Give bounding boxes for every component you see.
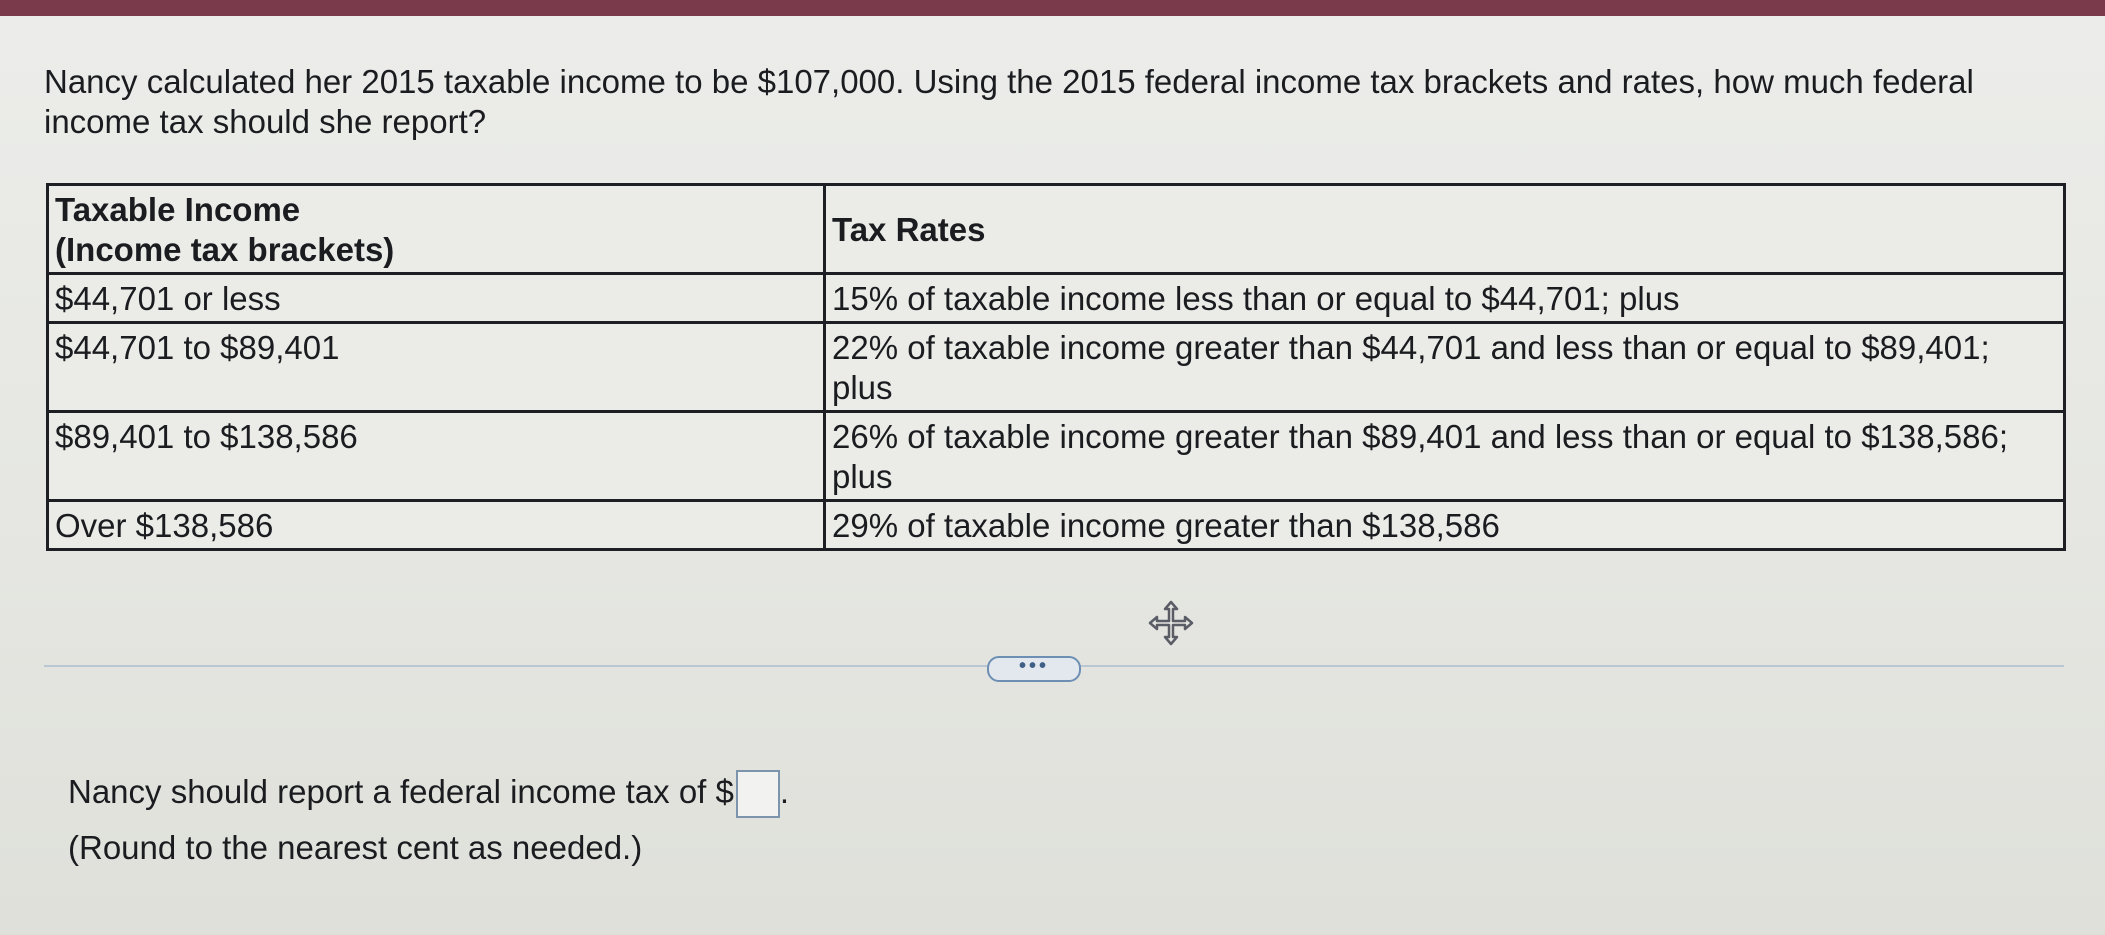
rate-cell: 26% of taxable income greater than $89,401 and less than or equal to $138,586; plus <box>825 412 2065 501</box>
table-row <box>48 412 2065 501</box>
header-taxable-income <box>48 185 825 274</box>
bracket-cell: $44,701 to $89,401 <box>48 323 825 412</box>
bracket-cell: Over $138,586 <box>48 501 825 550</box>
move-icon[interactable] <box>1146 598 1196 648</box>
header-income-line2: (Income tax brackets) <box>55 231 395 268</box>
header-tax-rates: Tax Rates <box>825 185 2065 274</box>
rate-cell: 29% of taxable income greater than $138,586 <box>825 501 2065 550</box>
rate-cell: 22% of taxable income greater than $44,701 and less than or equal to $89,401; plus <box>825 323 2065 412</box>
answer-line <box>68 770 789 818</box>
question-text: Nancy calculated her 2015 taxable income to be $107,000. Using the 2015 federal income tax brackets and rates, how much federal income tax should she report? <box>44 63 1974 140</box>
rate-cell: 15% of taxable income less than or equal to $44,701; plus <box>825 274 2065 323</box>
answer-prefix: Nancy should report a federal income tax of $ <box>68 773 734 810</box>
top-bar <box>0 0 2105 16</box>
header-income-line1: Taxable Income <box>55 191 301 228</box>
table-row <box>48 323 2065 412</box>
tax-bracket-table <box>46 183 2066 551</box>
bracket-cell: $44,701 or less <box>48 274 825 323</box>
answer-input[interactable] <box>736 770 780 818</box>
table-row <box>48 501 2065 550</box>
rounding-hint: (Round to the nearest cent as needed.) <box>68 829 643 866</box>
bracket-cell: $89,401 to $138,586 <box>48 412 825 501</box>
table-row <box>48 274 2065 323</box>
expand-more-button[interactable]: ••• <box>987 656 1081 682</box>
table-header-row <box>48 185 2065 274</box>
answer-suffix: . <box>779 773 790 810</box>
